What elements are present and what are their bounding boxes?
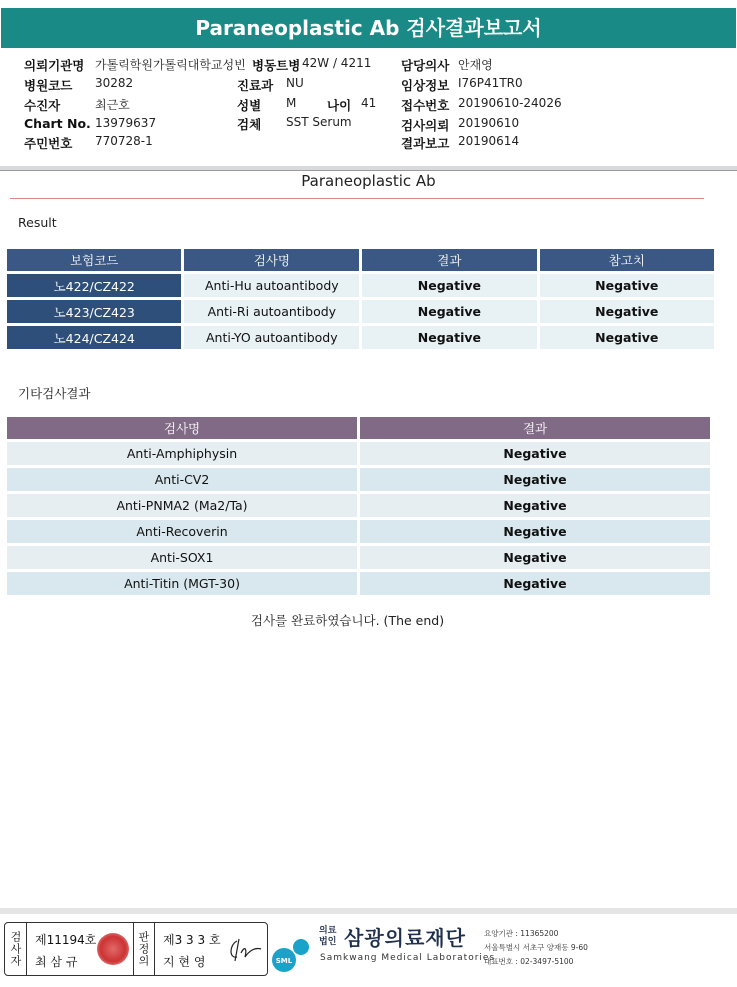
examiner-name: 최 삼 규 — [35, 955, 78, 969]
request-value: 20190610 — [458, 116, 520, 130]
test-result: Negative — [362, 300, 536, 323]
specimen-label: 검체 — [237, 117, 262, 132]
sml-logo-icon — [270, 938, 316, 972]
test-result: Negative — [360, 546, 710, 569]
company-name: 삼광의료재단 — [344, 926, 466, 950]
reviewer-label: 판정의 — [133, 923, 155, 975]
signature-box — [4, 922, 268, 976]
test-result: Negative — [362, 274, 536, 297]
table-row — [7, 326, 714, 349]
test-result: Negative — [360, 572, 710, 595]
reference-value: Negative — [540, 300, 714, 323]
sex-label: 성별 — [237, 98, 262, 113]
company-phone: 대표번호 : 02-3497-5100 — [484, 957, 574, 966]
company-tag: 의료 법인 — [319, 926, 337, 947]
reviewer-signature-icon — [227, 935, 263, 965]
hospital-code-label: 병원코드 — [24, 78, 73, 93]
test-name: Anti-Titin (MGT-30) — [7, 572, 357, 595]
reviewer-name: 지 현 영 — [163, 955, 206, 969]
result-heading: Result — [18, 215, 57, 230]
test-name: Anti-Amphiphysin — [7, 442, 357, 465]
patient-label: 수진자 — [24, 98, 61, 113]
sex-value: M — [286, 96, 297, 110]
table-row — [7, 468, 710, 491]
reference-value: Negative — [540, 274, 714, 297]
dept-label: 진료과 — [237, 78, 274, 93]
section-underline — [10, 198, 704, 199]
test-name: Anti-Ri autoantibody — [184, 300, 359, 323]
insurance-code: 노423/CZ423 — [7, 300, 181, 323]
report-date-value: 20190614 — [458, 134, 520, 148]
clinical-value: I76P41TR0 — [458, 76, 523, 90]
footer-divider — [0, 908, 737, 914]
test-result: Negative — [360, 468, 710, 491]
info-divider-line — [0, 170, 737, 171]
ward-value: 42W / 4211 — [302, 56, 372, 70]
patient-info-block — [0, 48, 737, 166]
examiner-seal-icon — [97, 933, 129, 965]
institution-number: 요양기관 : 11365200 — [484, 929, 559, 938]
insurance-code: 노422/CZ422 — [7, 274, 181, 297]
accession-value: 20190610-24026 — [458, 96, 562, 110]
test-result: Negative — [360, 494, 710, 517]
accession-label: 접수번호 — [401, 98, 450, 113]
chart-value: 13979637 — [95, 116, 157, 130]
test-name: Anti-CV2 — [7, 468, 357, 491]
id-value: 770728-1 — [95, 134, 153, 148]
request-label: 검사의뢰 — [401, 118, 450, 133]
test-result: Negative — [360, 520, 710, 543]
test-name: Anti-YO autoantibody — [184, 326, 359, 349]
other-header-test: 검사명 — [7, 417, 357, 439]
report-title: Paraneoplastic Ab 검사결과보고서 — [1, 8, 736, 48]
result-header-code: 보험코드 — [7, 249, 181, 271]
age-value: 41 — [361, 96, 377, 110]
patient-value: 최근호 — [95, 98, 130, 112]
end-note: 검사를 완료하였습니다. (The end) — [250, 613, 445, 628]
result-table — [4, 246, 717, 352]
test-name: Anti-Recoverin — [7, 520, 357, 543]
insurance-code: 노424/CZ424 — [7, 326, 181, 349]
logo-text: SML — [275, 957, 293, 965]
company-address: 서울특별시 서초구 양재동 9-60 — [484, 943, 588, 952]
ward-label: 병동트병 — [252, 58, 301, 73]
result-header-reference: 참고치 — [540, 249, 714, 271]
dept-value: NU — [286, 76, 304, 90]
examiner-number: 제11194호 — [35, 933, 97, 947]
reviewer-number: 제3 3 3 호 — [163, 933, 221, 947]
section-title: Paraneoplastic Ab — [301, 172, 436, 190]
test-name: Anti-SOX1 — [7, 546, 357, 569]
clinical-label: 임상정보 — [401, 78, 450, 93]
reference-value: Negative — [540, 326, 714, 349]
other-header-result: 결과 — [360, 417, 710, 439]
result-header-test: 검사명 — [184, 249, 359, 271]
table-row — [7, 300, 714, 323]
table-row — [7, 494, 710, 517]
company-english-name: Samkwang Medical Laboratories — [320, 953, 496, 963]
table-row — [7, 442, 710, 465]
other-results-table — [4, 414, 713, 598]
institution-label: 의뢰기관명 — [24, 58, 85, 73]
institution-value: 가톨릭학원가톨릭대학교성빈 — [95, 58, 246, 72]
test-name: Anti-Hu autoantibody — [184, 274, 359, 297]
doctor-value: 안재영 — [458, 58, 493, 72]
hospital-code-value: 30282 — [95, 76, 134, 90]
id-label: 주민번호 — [24, 136, 73, 151]
examiner-label: 검사자 — [5, 923, 27, 975]
table-row — [7, 546, 710, 569]
age-label: 나이 — [327, 98, 352, 113]
doctor-label: 담당의사 — [401, 58, 450, 73]
specimen-value: SST Serum — [286, 115, 352, 129]
table-row — [7, 520, 710, 543]
test-result: Negative — [362, 326, 536, 349]
table-row — [7, 572, 710, 595]
test-result: Negative — [360, 442, 710, 465]
result-header-result: 결과 — [362, 249, 536, 271]
report-date-label: 결과보고 — [401, 136, 450, 151]
other-results-heading: 기타검사결과 — [18, 386, 91, 401]
chart-label: Chart No. — [24, 116, 91, 131]
test-name: Anti-PNMA2 (Ma2/Ta) — [7, 494, 357, 517]
table-row — [7, 274, 714, 297]
